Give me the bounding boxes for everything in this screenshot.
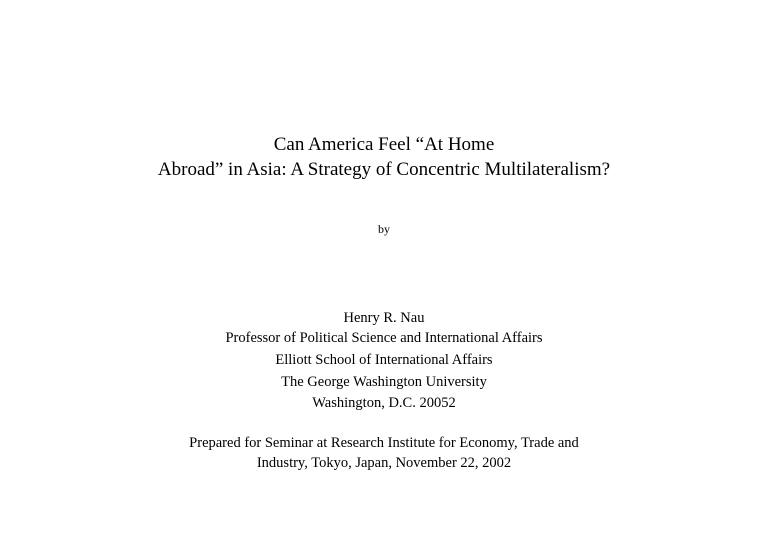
author-position: Professor of Political Science and International Affairs [225, 330, 543, 346]
title-line-2: Abroad” in Asia: A Strategy of Concentric Multilateralism? [157, 159, 611, 180]
prepared-for-line-2: Industry, Tokyo, Japan, November 22, 2002 [256, 455, 512, 471]
title-line-1: Can America Feel “At Home [273, 134, 495, 155]
author-name: Henry R. Nau [343, 310, 425, 326]
prepared-for-line-1: Prepared for Seminar at Research Institute for Economy, Trade and [189, 435, 579, 451]
author-school: Elliott School of International Affairs [275, 352, 493, 368]
by-line: by [378, 222, 390, 236]
author-address: Washington, D.C. 20052 [312, 395, 456, 411]
author-university: The George Washington University [281, 374, 487, 390]
